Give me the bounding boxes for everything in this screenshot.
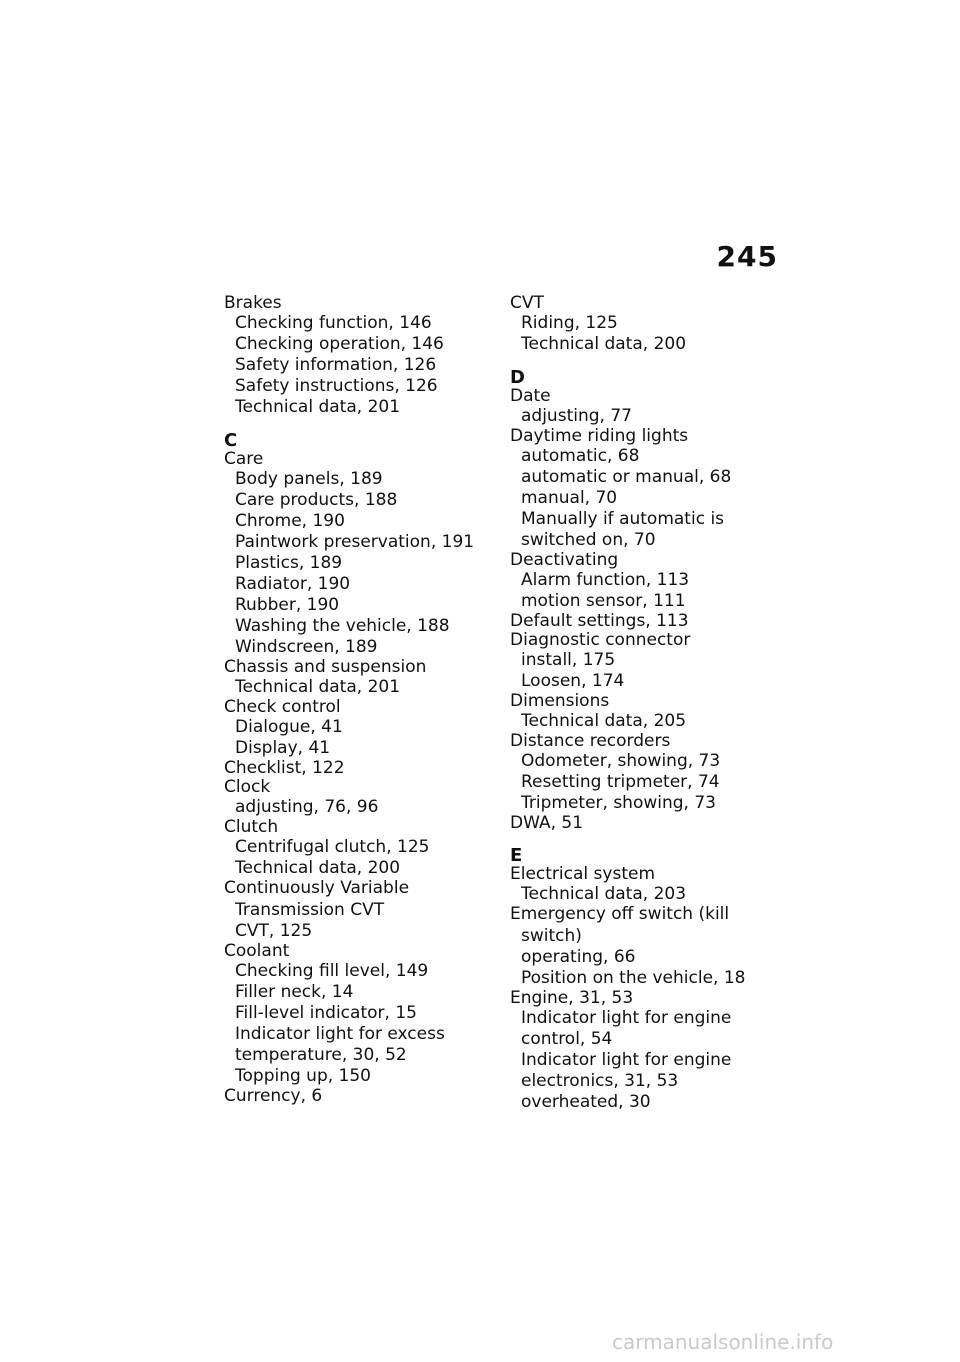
index-subentry: Riding, 125 (521, 313, 618, 333)
index-term: Coolant (224, 941, 290, 961)
index-term: Check control (224, 697, 341, 717)
index-entry (510, 905, 780, 989)
index-subentry: install, 175 (521, 650, 616, 670)
index-entry (510, 551, 780, 612)
index-term: CVT (510, 293, 544, 313)
index-subentry: Alarm function, 113 (521, 570, 690, 590)
index-subentry: manual, 70 (521, 488, 618, 508)
index-subentry: Body panels, 189 (235, 469, 383, 489)
index-letter-heading: D (510, 367, 525, 388)
index-term: Clock (224, 777, 271, 797)
index-subentry: Paintwork preservation, 191 (235, 532, 475, 552)
index-subentry: Odometer, showing, 73 (521, 751, 721, 771)
index-entry (510, 612, 780, 631)
index-subentry: Indicator light for excess (235, 1024, 445, 1044)
index-term: Distance recorders (510, 731, 671, 751)
index-term: Checklist, 122 (224, 758, 345, 778)
index-term: Electrical system (510, 864, 655, 884)
index-subentry: Rubber, 190 (235, 595, 340, 615)
index-entry (224, 759, 494, 778)
index-entry (224, 698, 494, 759)
index-term: Deactivating (510, 550, 619, 570)
index-entry (224, 778, 494, 818)
index-column-right (510, 294, 780, 1113)
index-letter-heading: E (510, 845, 523, 866)
index-subentry: Checking operation, 146 (235, 334, 444, 354)
index-term: Emergency off switch (kill (510, 904, 730, 924)
index-subentry: adjusting, 76, 96 (235, 797, 379, 817)
index-term: DWA, 51 (510, 813, 584, 833)
index-subentry: motion sensor, 111 (521, 591, 686, 611)
index-term: Daytime riding lights (510, 426, 689, 446)
index-subentry: Checking function, 146 (235, 313, 432, 333)
index-subentry: Windscreen, 189 (235, 637, 378, 657)
index-subentry: automatic or manual, 68 (521, 467, 732, 487)
index-subentry: Filler neck, 14 (235, 982, 354, 1002)
index-subentry: Display, 41 (235, 738, 331, 758)
index-subentry: Topping up, 150 (235, 1066, 371, 1086)
watermark: carmanualsonline.info (612, 1330, 834, 1354)
index-term: Care (224, 449, 264, 469)
page-number: 245 (716, 240, 778, 273)
index-entry (510, 631, 780, 692)
index-subentry: CVT, 125 (235, 921, 313, 941)
index-subentry: Chrome, 190 (235, 511, 345, 531)
index-subentry: Technical data, 203 (521, 884, 687, 904)
index-subentry: Tripmeter, showing, 73 (521, 793, 716, 813)
index-entry (224, 658, 494, 698)
index-subentry: Centrifugal clutch, 125 (235, 837, 430, 857)
index-subentry: Indicator light for engine (521, 1008, 732, 1028)
index-subentry: operating, 66 (521, 947, 636, 967)
index-entry (224, 818, 494, 879)
index-entry (224, 450, 494, 658)
index-subentry: automatic, 68 (521, 446, 640, 466)
index-subentry: overheated, 30 (521, 1092, 651, 1112)
index-subentry: Position on the vehicle, 18 (521, 968, 746, 988)
index-subentry: Loosen, 174 (521, 671, 625, 691)
index-term: Continuously Variable (224, 878, 410, 898)
index-subentry: Safety information, 126 (235, 355, 437, 375)
index-subentry: Indicator light for engine (521, 1050, 732, 1070)
index-entry (224, 879, 494, 942)
index-entry (510, 865, 780, 905)
index-term: Clutch (224, 817, 279, 837)
index-subentry: Technical data, 200 (235, 858, 401, 878)
index-subentry: adjusting, 77 (521, 406, 632, 426)
index-entry (510, 732, 780, 814)
index-term: Engine, 31, 53 (510, 988, 634, 1008)
index-subentry: Technical data, 201 (235, 397, 401, 417)
index-subentry: Manually if automatic is (521, 509, 725, 529)
index-subentry: temperature, 30, 52 (235, 1045, 407, 1065)
index-entry (224, 294, 494, 418)
index-term: Diagnostic connector (510, 630, 691, 650)
index-entry (510, 294, 780, 355)
index-subentry: Technical data, 201 (235, 677, 401, 697)
index-entry (510, 387, 780, 427)
index-subentry: control, 54 (521, 1029, 613, 1049)
index-subentry: Checking fill level, 149 (235, 961, 429, 981)
index-subentry: Plastics, 189 (235, 553, 343, 573)
index-entry (510, 427, 780, 551)
index-term: Default settings, 113 (510, 611, 689, 631)
index-subentry: Dialogue, 41 (235, 717, 343, 737)
index-entry (510, 989, 780, 1113)
index-term-continuation: Transmission CVT (235, 900, 385, 920)
index-column-left (224, 294, 494, 1106)
index-subentry: electronics, 31, 53 (521, 1071, 679, 1091)
index-term: Brakes (224, 293, 282, 313)
index-term-continuation: switch) (521, 926, 582, 946)
index-term: Chassis and suspension (224, 657, 427, 677)
index-subentry: Resetting tripmeter, 74 (521, 772, 720, 792)
index-entry (510, 814, 780, 833)
index-entry (224, 1087, 494, 1106)
index-entry (510, 692, 780, 732)
index-subentry: Washing the vehicle, 188 (235, 616, 450, 636)
index-subentry: Care products, 188 (235, 490, 398, 510)
index-term: Currency, 6 (224, 1086, 323, 1106)
index-entry (224, 942, 494, 1087)
index-subentry: Radiator, 190 (235, 574, 351, 594)
index-subentry: Technical data, 200 (521, 334, 687, 354)
index-subentry: Fill-level indicator, 15 (235, 1003, 417, 1023)
index-term: Date (510, 386, 551, 406)
index-subentry: Technical data, 205 (521, 711, 687, 731)
index-subentry: Safety instructions, 126 (235, 376, 438, 396)
index-letter-heading: C (224, 430, 238, 451)
index-term: Dimensions (510, 691, 610, 711)
index-subentry: switched on, 70 (521, 530, 656, 550)
